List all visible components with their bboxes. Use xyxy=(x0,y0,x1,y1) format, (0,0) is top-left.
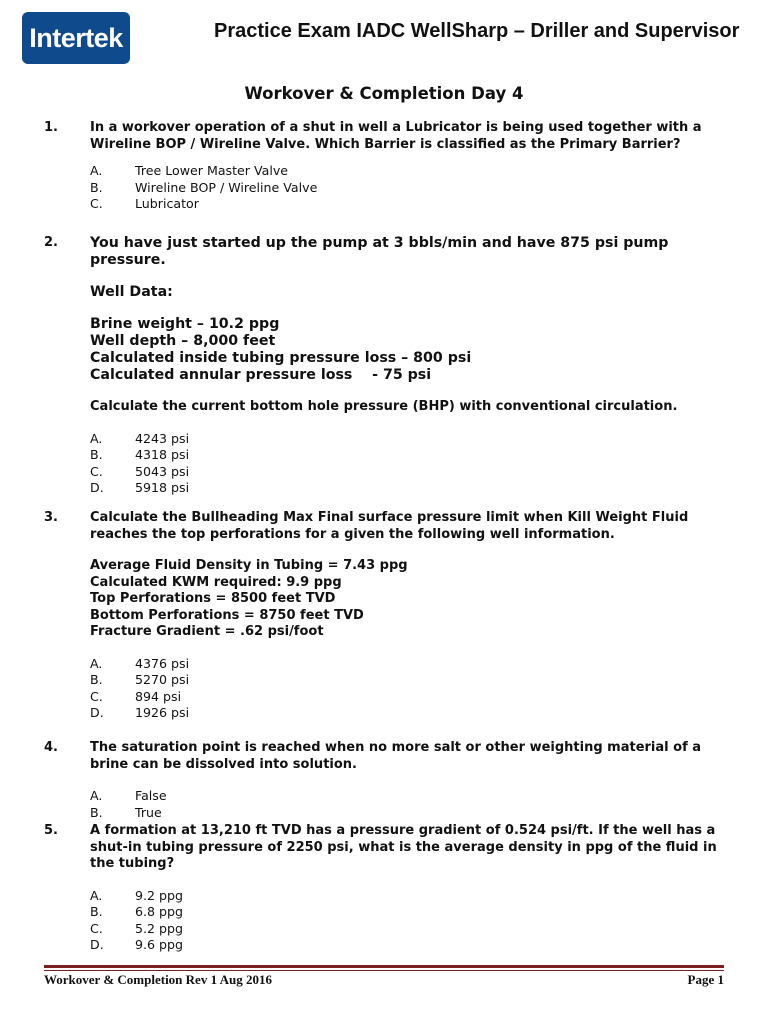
document-header-title: Practice Exam IADC WellSharp – Driller and Supervisor xyxy=(214,20,740,42)
intertek-logo: Intertek xyxy=(22,12,130,64)
answer-option[interactable]: C. 5043 psi xyxy=(90,463,190,479)
answer-option[interactable]: B. 6.8 ppg xyxy=(90,904,184,920)
question-2 xyxy=(44,235,734,497)
footer-page-number: Page 1 xyxy=(687,972,724,987)
answer-options xyxy=(90,163,734,213)
well-data-line: Calculated inside tubing pressure loss – 800 psi xyxy=(90,350,472,366)
answer-option[interactable]: D. 9.6 ppg xyxy=(90,937,184,953)
answer-option[interactable]: A. Tree Lower Master Valve xyxy=(90,163,289,178)
question-number: 4. xyxy=(44,740,58,755)
answer-options xyxy=(90,888,734,954)
answer-option[interactable]: A. 4376 psi xyxy=(90,655,190,671)
well-data-line: Brine weight – 10.2 ppg xyxy=(90,316,280,332)
question-prompt: Calculate the current bottom hole pressure (BHP) with conventional circulation. xyxy=(90,399,678,414)
question-number: 5. xyxy=(44,823,58,838)
answer-option[interactable]: C. Lubricator xyxy=(90,196,199,212)
well-data-line: Calculated annular pressure loss - 75 psi xyxy=(90,367,432,383)
question-text: Calculate the Bullheading Max Final surface pressure limit when Kill Weight Fluid reaches the top perforations for a given the following well information. xyxy=(90,510,689,542)
answer-options xyxy=(90,656,734,722)
well-data-line: Calculated KWM required: 9.9 ppg xyxy=(90,574,342,590)
footer-rule xyxy=(44,965,724,968)
answer-option[interactable]: B. 4318 psi xyxy=(90,447,190,463)
question-4 xyxy=(44,740,734,821)
answer-option[interactable]: B. Wireline BOP / Wireline Valve xyxy=(90,179,318,195)
question-1 xyxy=(44,120,734,213)
well-data-line: Top Perforations = 8500 feet TVD xyxy=(90,591,336,606)
page-title: Workover & Completion Day 4 xyxy=(244,84,524,103)
question-text: You have just started up the pump at 3 bbls/min and have 875 psi pump pressure. xyxy=(90,235,669,268)
footer-document-info: Workover & Completion Rev 1 Aug 2016 xyxy=(44,972,272,987)
footer-rule-thin xyxy=(44,970,724,971)
answer-option[interactable]: B. 5270 psi xyxy=(90,672,190,688)
question-text: A formation at 13,210 ft TVD has a pressure gradient of 0.524 psi/ft. If the well has a shut-in tubing pressure of 2250 psi, what is the average density in ppg of the fluid in the tubing? xyxy=(90,823,717,871)
well-data-line: Average Fluid Density in Tubing = 7.43 ppg xyxy=(90,558,408,573)
question-text: The saturation point is reached when no more salt or other weighting material of a brine can be dissolved into solution. xyxy=(90,740,702,772)
answer-options xyxy=(90,788,734,821)
answer-option[interactable]: D. 5918 psi xyxy=(90,480,190,496)
question-5 xyxy=(44,823,734,954)
well-data-line: Well depth – 8,000 feet xyxy=(90,333,276,349)
answer-options xyxy=(90,431,734,497)
answer-option[interactable]: A. 4243 psi xyxy=(90,430,190,446)
answer-option[interactable]: A. False xyxy=(90,788,167,803)
well-data-line: Bottom Perforations = 8750 feet TVD xyxy=(90,607,364,623)
answer-option[interactable]: A. 9.2 ppg xyxy=(90,887,184,903)
answer-option[interactable]: C. 894 psi xyxy=(90,688,182,704)
well-data-label: Well Data: xyxy=(90,284,173,300)
answer-option[interactable]: D. 1926 psi xyxy=(90,705,190,721)
question-number: 2. xyxy=(44,235,58,250)
question-number: 1. xyxy=(44,120,58,135)
answer-option[interactable]: C. 5.2 ppg xyxy=(90,920,184,936)
question-3 xyxy=(44,510,734,722)
answer-option[interactable]: B. True xyxy=(90,804,162,820)
well-data-line: Fracture Gradient = .62 psi/foot xyxy=(90,624,324,639)
question-number: 3. xyxy=(44,510,58,525)
question-text: In a workover operation of a shut in well a Lubricator is being used together with a Wireline BOP / Wireline Valve. Which Barrier is classified as the Primary Barrier? xyxy=(90,120,702,152)
